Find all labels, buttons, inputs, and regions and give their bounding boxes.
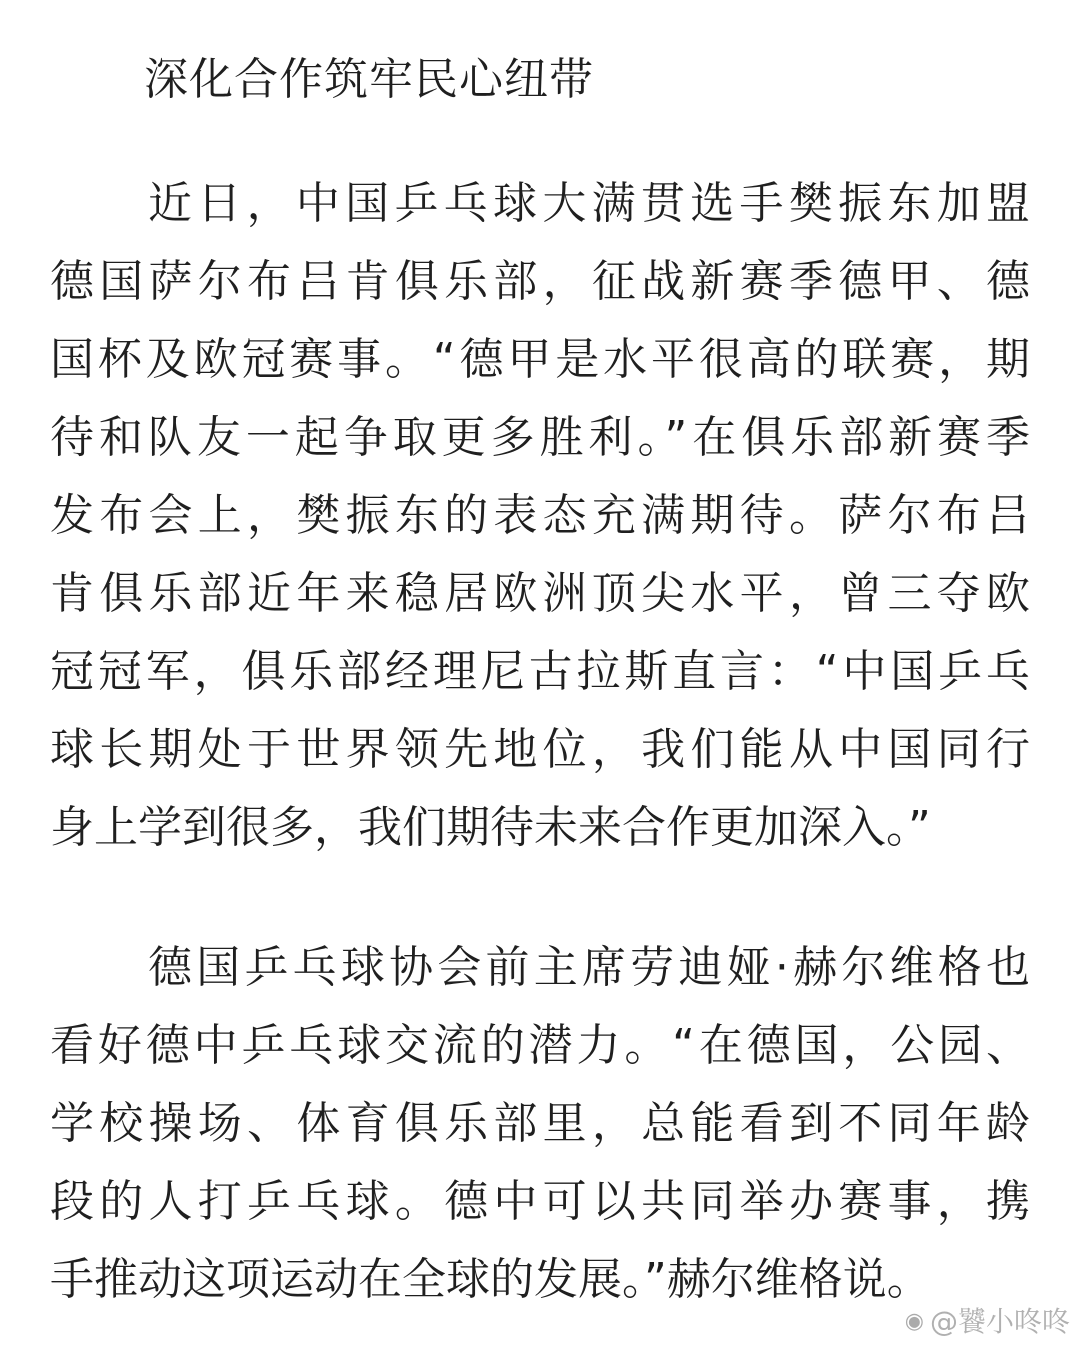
text-line: 国杯及欧冠赛事。“德甲是水平很高的联赛，期: [50, 334, 1030, 385]
text-line: 近日，中国乒乓球大满贯选手樊振东加盟: [148, 178, 1030, 229]
text-line: 手推动这项运动在全球的发展。”赫尔维格说。: [50, 1254, 931, 1305]
text-line: 段的人打乒乓球。德中可以共同举办赛事，携: [50, 1176, 1030, 1227]
paragraph-1: [50, 165, 1030, 867]
weibo-icon: ◉: [904, 1309, 924, 1334]
text-line: 学校操场、体育俱乐部里，总能看到不同年龄: [50, 1098, 1030, 1149]
text-line: 待和队友一起争取更多胜利。”在俱乐部新赛季: [50, 412, 1030, 463]
text-line: 发布会上，樊振东的表态充满期待。萨尔布吕: [50, 490, 1030, 541]
text-line: 看好德中乒乓球交流的潜力。“在德国，公园、: [50, 1020, 1030, 1071]
text-line: 肯俱乐部近年来稳居欧洲顶尖水平，曾三夺欧: [50, 568, 1030, 619]
text-line: 冠冠军，俱乐部经理尼古拉斯直言：“中国乒乓: [50, 646, 1030, 697]
watermark-text: @饕小咚咚: [929, 1305, 1070, 1338]
weibo-watermark: [905, 1305, 1070, 1339]
text-line: 球长期处于世界领先地位，我们能从中国同行: [50, 724, 1030, 775]
text-line: 身上学到很多，我们期待未来合作更加深入。”: [50, 802, 931, 853]
section-heading: 深化合作筑牢民心纽带: [144, 54, 594, 105]
text-line: 德国萨尔布吕肯俱乐部，征战新赛季德甲、德: [50, 256, 1030, 307]
paragraph-2: [50, 929, 1030, 1319]
text-line: 德国乒乓球协会前主席劳迪娅·赫尔维格也: [148, 942, 1030, 993]
